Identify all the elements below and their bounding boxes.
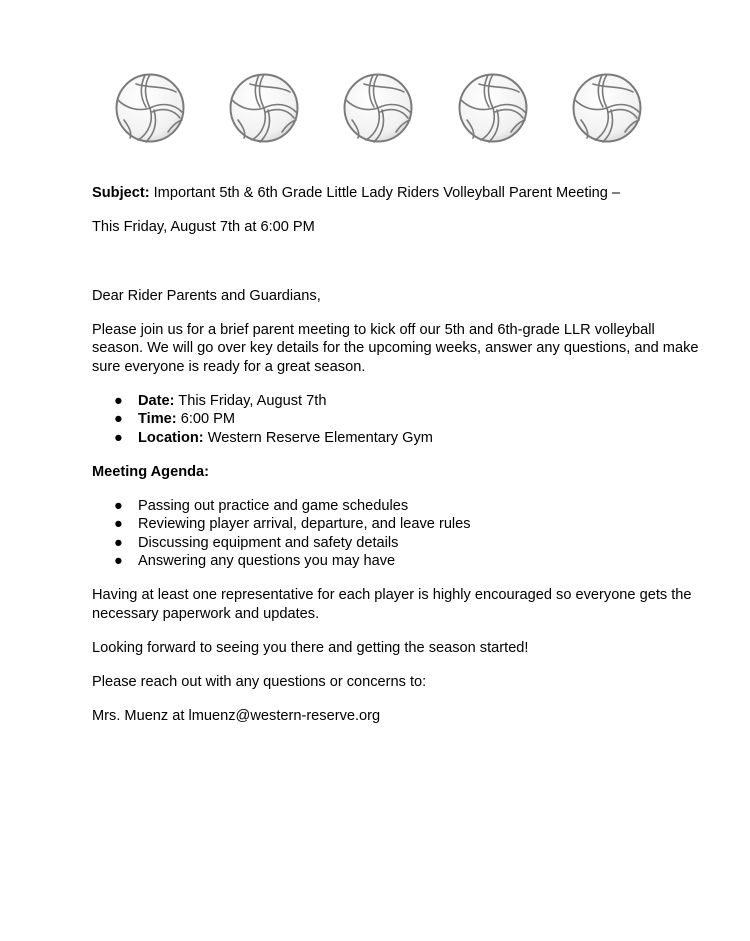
bullet-icon: ● bbox=[114, 553, 123, 569]
agenda-item-text: Passing out practice and game schedules bbox=[138, 497, 409, 514]
agenda-title-text: Meeting Agenda: bbox=[92, 463, 210, 480]
greeting: Dear Rider Parents and Guardians, bbox=[92, 287, 321, 304]
bullet-icon: ● bbox=[114, 411, 123, 427]
bullet-icon: ● bbox=[114, 497, 123, 514]
detail-label: Date: bbox=[138, 392, 175, 409]
bullet-icon: ● bbox=[114, 429, 123, 446]
bullet-icon: ● bbox=[114, 516, 123, 532]
detail-label: Location: bbox=[138, 429, 204, 446]
subject-line bbox=[92, 184, 702, 203]
agenda-item bbox=[92, 497, 702, 516]
bullet-icon: ● bbox=[114, 392, 123, 409]
volleyball-icon bbox=[228, 72, 300, 144]
volleyball-icon bbox=[114, 72, 186, 144]
details-list bbox=[92, 392, 702, 448]
agenda-item-text: Answering any questions you may have bbox=[138, 553, 396, 569]
agenda-item bbox=[92, 552, 702, 571]
detail-time bbox=[92, 410, 702, 429]
volleyball-icon bbox=[571, 72, 643, 144]
volleyball-icon bbox=[342, 72, 414, 144]
agenda-item-text: Reviewing player arrival, departure, and leave rules bbox=[138, 516, 471, 532]
detail-label: Time: bbox=[138, 411, 177, 427]
agenda-item-text: Discussing equipment and safety details bbox=[138, 534, 399, 551]
letter-body bbox=[92, 184, 702, 725]
agenda-list bbox=[92, 497, 702, 571]
detail-location bbox=[92, 429, 702, 448]
detail-value: 6:00 PM bbox=[176, 411, 236, 427]
contact-line: Mrs. Muenz at lmuenz@western-reserve.org bbox=[92, 707, 381, 724]
meeting-time-line: This Friday, August 7th at 6:00 PM bbox=[92, 219, 315, 235]
volleyball-icon bbox=[457, 72, 529, 144]
agenda-title bbox=[92, 463, 702, 482]
looking-forward-line: Looking forward to seeing you there and getting the season started! bbox=[92, 639, 529, 656]
detail-value: Western Reserve Elementary Gym bbox=[203, 429, 433, 446]
subject-text: Important 5th & 6th Grade Little Lady Riders Volleyball Parent Meeting – bbox=[149, 185, 621, 201]
volleyball-banner bbox=[114, 72, 644, 146]
agenda-item bbox=[92, 515, 702, 534]
contact-prompt: Please reach out with any questions or concerns to: bbox=[92, 673, 427, 690]
subject-label: Subject: bbox=[92, 185, 150, 201]
detail-date bbox=[92, 392, 702, 411]
attendance-paragraph: Having at least one representative for each player is highly encouraged so everyone gets the necessary paperwork and updates. bbox=[92, 587, 692, 622]
bullet-icon: ● bbox=[114, 534, 123, 551]
agenda-item bbox=[92, 534, 702, 553]
intro-paragraph: Please join us for a brief parent meeting to kick off our 5th and 6th-grade LLR volleyball season. We will go over key details for the upcoming weeks, answer any questions, and make sure everyone is ready for a great season. bbox=[92, 321, 699, 375]
detail-value: This Friday, August 7th bbox=[174, 392, 327, 409]
